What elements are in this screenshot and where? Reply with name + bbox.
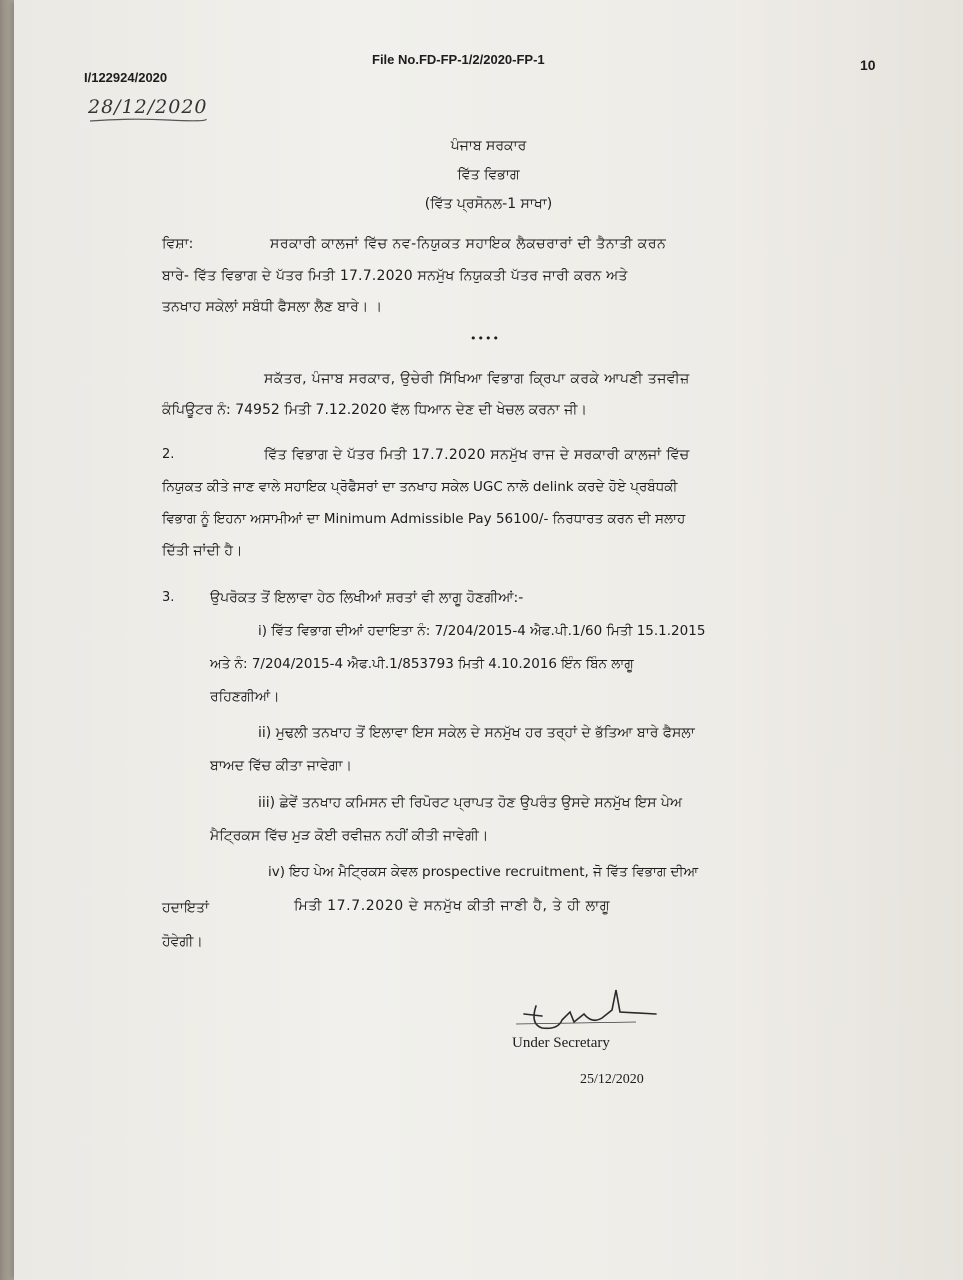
condition-iv-line-2a: ਹਦਾਇਤਾਂ [162, 900, 209, 916]
condition-ii-line-2: ਬਾਅਦ ਵਿੱਚ ਕੀਤਾ ਜਾਵੇਗਾ। [210, 758, 352, 774]
condition-i-line-1: i) ਵਿੱਤ ਵਿਭਾਗ ਦੀਆਂ ਹਦਾਇਤਾ ਨੰ: 7/204/2015-4 ਐਫ.ਪੀ.1/60 ਮਿਤੀ 15.1.2015 [258, 623, 706, 639]
condition-iv-line-2b: ਮਿਤੀ 17.7.2020 ਦੇ ਸਨਮੁੱਖ ਕੀਤੀ ਜਾਣੀ ਹੈ, ਤੇ ਹੀ ਲਾਗੂ [294, 898, 611, 914]
handwritten-date: 28/12/2020 [88, 96, 208, 118]
subject-line-2: ਬਾਰੇ- ਵਿੱਤ ਵਿਭਾਗ ਦੇ ਪੱਤਰ ਮਿਤੀ 17.7.2020 ਸਨਮੁੱਖ ਨਿਯੁਕਤੀ ਪੱਤਰ ਜਾਰੀ ਕਰਨ ਅਤੇ [162, 268, 628, 284]
government-title: ਪੰਜਾਬ ਸਰਕਾਰ [450, 138, 527, 154]
subject-line-3: ਤਨਖਾਹ ਸਕੇਲਾਂ ਸਬੰਧੀ ਫੈਸਲਾ ਲੈਣ ਬਾਰੇ। । [162, 299, 383, 315]
branch-title: (ਵਿੱਤ ਪ੍ਰਸੋਨਲ-1 ਸਾਖਾ) [424, 196, 553, 212]
department-title: ਵਿੱਤ ਵਿਭਾਗ [457, 167, 520, 183]
para2-line-3: ਵਿਭਾਗ ਨੂੰ ਇਹਨਾ ਅਸਾਮੀਆਂ ਦਾ Minimum Admissible Pay 56100/- ਨਿਰਧਾਰਤ ਕਰਨ ਦੀ ਸਲਾਹ [162, 511, 686, 527]
reference-number: I/122924/2020 [84, 70, 168, 85]
para2-line-2: ਨਿਯੁਕਤ ਕੀਤੇ ਜਾਣ ਵਾਲੇ ਸਹਾਇਕ ਪ੍ਰੋਫੈਸਰਾਂ ਦਾ ਤਨਖਾਹ ਸਕੇਲ UGC ਨਾਲੋ delink ਕਰਦੇ ਹੋਏ ਪ੍ਰਬੰਧਕੀ [162, 479, 678, 495]
para2-line-4: ਦਿੱਤੀ ਜਾਂਦੀ ਹੈ। [162, 543, 243, 559]
para3-intro: ਉਪਰੋਕਤ ਤੋਂ ਇਲਾਵਾ ਹੇਠ ਲਿਖੀਆਂ ਸ਼ਰਤਾਂ ਵੀ ਲਾਗੂ ਹੋਣਗੀਆਂ:- [210, 590, 524, 606]
para1-line-2: ਕੰਪਿਊਟਰ ਨੰ: 74952 ਮਿਤੀ 7.12.2020 ਵੱਲ ਧਿਆਨ ਦੇਣ ਦੀ ਖੇਚਲ ਕਰਨਾ ਜੀ। [162, 402, 587, 418]
signatory-designation: Under Secretary [512, 1035, 610, 1051]
para1-line-1: ਸਕੱਤਰ, ਪੰਜਾਬ ਸਰਕਾਰ, ਉਚੇਰੀ ਸਿੱਖਿਆ ਵਿਭਾਗ ਕ੍ਰਿਪਾ ਕਰਕੇ ਆਪਣੀ ਤਜਵੀਜ਼ [264, 371, 690, 387]
condition-i-line-3: ਰਹਿਣਗੀਆਂ। [210, 689, 280, 705]
page-number: 10 [860, 57, 876, 73]
condition-iv-line-1: iv) ਇਹ ਪੇਅ ਮੈਟ੍ਰਿਕਸ ਕੇਵਲ prospective recruitment, ਜੋ ਵਿੱਤ ਵਿਭਾਗ ਦੀਆ [268, 864, 699, 880]
section-separator: •••• [470, 332, 500, 345]
desk-edge [0, 0, 14, 1280]
signature-date: 25/12/2020 [580, 1072, 644, 1087]
file-number: File No.FD-FP-1/2/2020-FP-1 [372, 52, 545, 67]
signature-mark [506, 984, 666, 1036]
condition-ii-line-1: ii) ਮੁਢਲੀ ਤਨਖਾਹ ਤੋਂ ਇਲਾਵਾ ਇਸ ਸਕੇਲ ਦੇ ਸਨਮੁੱਖ ਹਰ ਤਰ੍ਹਾਂ ਦੇ ਭੱਤਿਆ ਬਾਰੇ ਫੈਸਲਾ [258, 725, 695, 741]
condition-iii-line-1: iii) ਛੇਵੇਂ ਤਨਖਾਹ ਕਮਿਸਨ ਦੀ ਰਿਪੋਰਟ ਪ੍ਰਾਪਤ ਹੋਣ ਉਪਰੰਤ ਉਸਦੇ ਸਨਮੁੱਖ ਇਸ ਪੇਅ [258, 795, 683, 811]
condition-iii-line-2: ਮੈਟ੍ਰਿਕਸ ਵਿੱਚ ਮੁੜ ਕੋਈ ਰਵੀਜ਼ਨ ਨਹੀਂ ਕੀਤੀ ਜਾਵੇਗੀ। [210, 828, 489, 844]
subject-label: ਵਿਸ਼ਾ: [162, 236, 194, 252]
para2-number: 2. [162, 447, 175, 462]
para3-number: 3. [162, 590, 175, 605]
condition-iv-line-3: ਹੋਵੇਗੀ। [162, 934, 203, 950]
document-page [14, 0, 963, 1280]
condition-i-line-2: ਅਤੇ ਨੰ: 7/204/2015-4 ਐਫ.ਪੀ.1/853793 ਮਿਤੀ 4.10.2016 ਇੰਨ ਬਿੰਨ ਲਾਗੂ [210, 656, 634, 672]
date-underline [88, 116, 208, 124]
para2-line-1: ਵਿੱਤ ਵਿਭਾਗ ਦੇ ਪੱਤਰ ਮਿਤੀ 17.7.2020 ਸਨਮੁੱਖ ਰਾਜ ਦੇ ਸਰਕਾਰੀ ਕਾਲਜਾਂ ਵਿੱਚ [264, 447, 690, 463]
subject-line-1: ਸਰਕਾਰੀ ਕਾਲਜਾਂ ਵਿੱਚ ਨਵ-ਨਿਯੁਕਤ ਸਹਾਇਕ ਲੈਕਚਰਾਰਾਂ ਦੀ ਤੈਨਾਤੀ ਕਰਨ [270, 236, 667, 252]
